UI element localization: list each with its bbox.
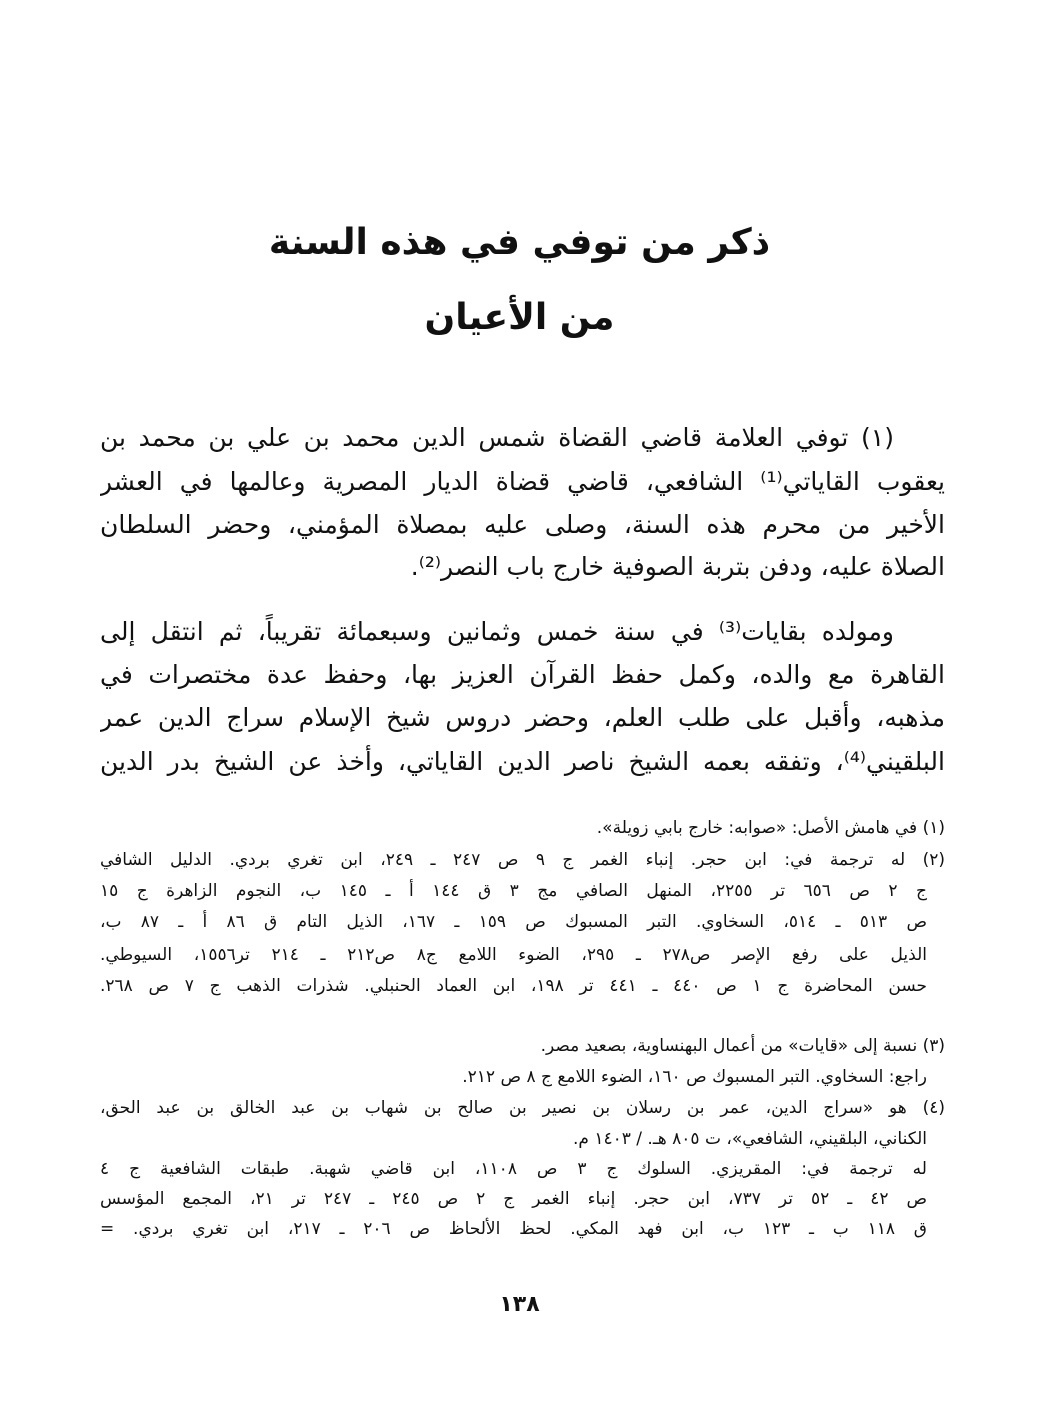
footnote-1: (١) في هامش الأصل: «صوابه: خارج بابي زويلة».: [596, 818, 945, 838]
footnote-line: ص ٤٢ ـ ٥٢ تر ٧٣٧، ابن حجر. إنباء الغمر ج ٢ ص ٢٤٥ ـ ٢٤٧ تر ٢١، المجمع المؤسس: [100, 1189, 927, 1209]
footnote-line: ص ٥١٣ ـ ٥١٤، السخاوي. التبر المسبوك ص ١٥٩ ـ ١٦٧، الذيل التام ق ٨٦ أ ـ ٨٧ ب،: [100, 912, 927, 932]
footnote-line: ق ١١٨ ب ـ ١٢٣ ب، ابن فهد المكي. لحظ الألحاظ ص ٢٠٦ ـ ٢١٧، ابن تغري بردي. =: [100, 1219, 927, 1239]
page-number: ١٣٨: [499, 1292, 540, 1317]
body-line: البلقيني⁽⁴⁾، وتفقه بعمه الشيخ ناصر الدين القاياتي، وأخذ عن الشيخ بدر الدين: [100, 747, 945, 776]
footnote-line: الذيل على رفع الإصر ص٢٧٨ ـ ٢٩٥، الضوء اللامع ج٨ ص٢١٢ ـ ٢١٤ تر١٥٥٦، السيوطي.: [100, 945, 927, 965]
body-line: القاهرة مع والده، وكمل حفظ القرآن العزيز بها، وحفظ عدة مختصرات في: [100, 660, 945, 689]
body-line: ومولده بقايات⁽³⁾ في سنة خمس وثمانين وسبعمائة تقريباً، ثم انتقل إلى: [100, 617, 894, 646]
footnote-line: له ترجمة في: المقريزي. السلوك ج ٣ ص ١١٠٨، ابن قاضي شهبة. طبقات الشافعية ج ٤: [100, 1159, 927, 1179]
body-line: الصلاة عليه، ودفن بتربة الصوفية خارج باب النصر⁽²⁾.: [410, 552, 945, 581]
body-line: مذهبه، وأقبل على طلب العلم، وحضر دروس شيخ الإسلام سراج الدين عمر: [100, 703, 945, 732]
footnote-line: ج ٢ ص ٦٥٦ تر ٢٢٥٥، المنهل الصافي مج ٣ ق ١٤٤ أ ـ ١٤٥ ب، النجوم الزاهرة ج ١٥: [100, 881, 927, 901]
footnote-3: (٣) نسبة إلى «قايات» من أعمال البهنساوية، بصعيد مصر.: [540, 1036, 945, 1056]
body-line: يعقوب القاياتي⁽¹⁾ الشافعي، قاضي قضاة الديار المصرية وعالمها في العشر: [100, 467, 945, 496]
footnote-line: الكناني، البلقيني، الشافعي»، ت ٨٠٥ هـ. / ١٤٠٣ م.: [573, 1129, 927, 1149]
heading-line-1: ذكر من توفي في هذه السنة: [268, 222, 771, 263]
heading-line-2: من الأعيان: [424, 297, 615, 338]
body-line: الأخير من محرم هذه السنة، وصلى عليه بمصلاة المؤمني، وحضر السلطان: [100, 510, 945, 539]
footnote-line: راجع: السخاوي. التبر المسبوك ص ١٦٠، الضوء اللامع ج ٨ ص ٢١٢.: [462, 1067, 927, 1087]
body-line: (١) توفي العلامة قاضي القضاة شمس الدين محمد بن علي بن محمد بن: [100, 423, 894, 452]
footnote-2: (٢) له ترجمة في: ابن حجر. إنباء الغمر ج ٩ ص ٢٤٧ ـ ٢٤٩، ابن تغري بردي. الدليل الشافي: [100, 850, 945, 870]
footnote-line: حسن المحاضرة ج ١ ص ٤٤٠ ـ ٤٤١ تر ١٩٨، ابن العماد الحنبلي. شذرات الذهب ج ٧ ص ٢٦٨.: [100, 976, 927, 996]
footnote-4: (٤) هو «سراج الدين، عمر بن رسلان بن نصير بن صالح بن شهاب بن عبد الخالق بن عبد الحق،: [100, 1098, 945, 1118]
